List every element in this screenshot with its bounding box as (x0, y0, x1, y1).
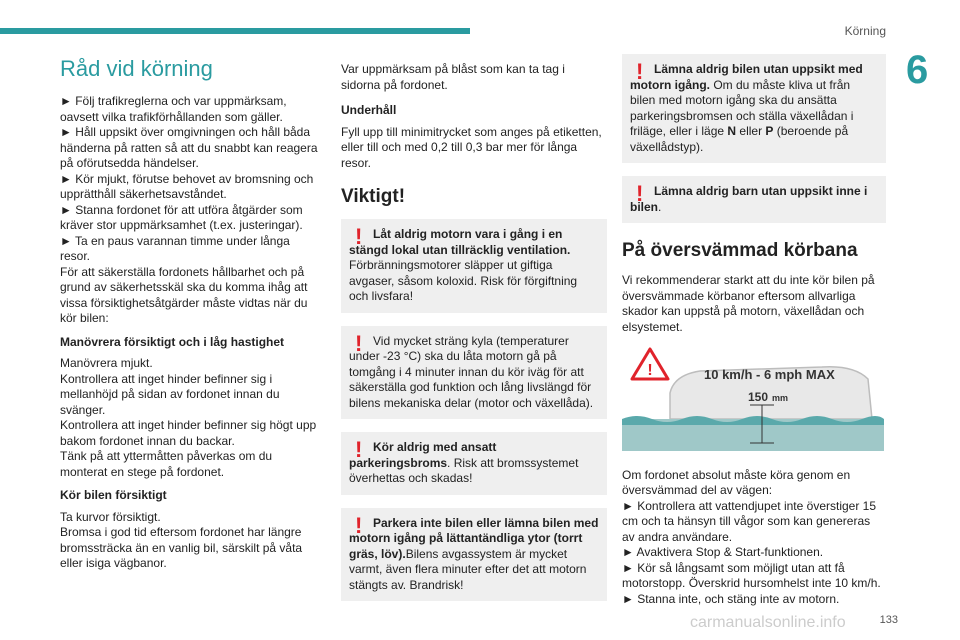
exclamation-mark-icon: ! (355, 224, 363, 249)
warning-bold: Lämna aldrig barn utan uppsikt inne i bilen (630, 184, 868, 214)
maneuver-text: Manövrera mjukt. Kontrollera att inget hinder befinner sig i mellanhöjd på sidan av fordonet innan du svänger. Kontrollera att inget hinder befinner sig högt upp bakom fordonet innan du backar. Tänk på att yttermåtten påverkas om du monterat en stege på fordonet. (60, 356, 317, 479)
warning-bold: Kör aldrig med ansatt parkeringsbroms (349, 440, 497, 470)
column-2 (341, 62, 607, 614)
warning-bold: Parkera inte bilen eller lämna bilen med motorn igång på lättantändliga ytor (torrt gräs, löv). (349, 515, 599, 561)
header-accent-bar (0, 28, 470, 34)
depth-unit: mm (772, 393, 789, 403)
page-number: 133 (879, 614, 898, 626)
warning-text: . Risk att bromssystemet överhettas och skadas! (349, 455, 579, 485)
maintenance-text: Fyll upp till minimitrycket som anges på etiketten, eller till och med 0,2 till 0,3 bar mer för långa resor. (341, 124, 602, 170)
warning-text: Om du måste kliva ut från bilen med motorn igång ska du ansätta parkeringsbromsen och ställa växellådan i friläge, eller i läge (630, 77, 854, 138)
heading-maneuver: Manövrera försiktigt och i låg hastighet (60, 334, 285, 349)
warning-bold: Lämna aldrig bilen utan uppsikt med motorn igång. (630, 62, 863, 92)
column-3 (622, 54, 886, 607)
flood-intro: Vi rekommenderar starkt att du inte kör bilen på översvämmade körbanor eftersom allvarliga skador kan uppstå på motorn, växellådan och elsystemet. (622, 273, 875, 334)
drive-text: Ta kurvor försiktigt. Bromsa i god tid eftersom fordonet har längre bromssträcka än en vanlig bil, särskilt på våta eller isiga vägbanor. (60, 509, 303, 570)
heading-maintenance: Underhåll (341, 103, 397, 117)
wind-text: Var uppmärksam på blåst som kan ta tag i sidorna på fordonet. (341, 62, 565, 92)
depth-value: 150 (748, 390, 769, 404)
warning-box-ventilation (341, 219, 607, 313)
svg-text:!: ! (647, 362, 653, 379)
flooded-road-illustration (622, 343, 884, 451)
exclamation-mark-icon: ! (355, 330, 363, 356)
warning-text: Vid mycket sträng kyla (temperaturer under -23 °C) ska du låta motorn gå på tomgång i 4 minuter innan du kör iväg för att säkerställa god funktion och lång livslängd för bilens mekaniska delar (motor och växellåda). (349, 333, 594, 410)
exclamation-mark-icon: ! (355, 437, 363, 462)
warning-box-flammable (341, 508, 607, 602)
warning-text: eller (736, 124, 766, 138)
watermark: carmanualsonline.info (690, 614, 846, 631)
gear-n: N (727, 124, 737, 138)
warning-text: Förbränningsmotorer släpper ut giftiga avgaser, såsom koloxid. Risk för förgiftning och livsfara! (349, 258, 578, 303)
heading-drive-carefully: Kör bilen försiktigt (60, 488, 167, 502)
column-1 (60, 56, 322, 572)
exclamation-mark-icon: ! (636, 59, 644, 84)
intro-text: ► Följ trafikreglerna och var uppmärksam, oavsett vilka trafikförhållanden som gäller. ► Håll uppsikt över omgivningen och håll båda händerna på ratten så att du snabbt kan reagera på oförutsedda händelser. ► Kör mjukt, förutse behovet av bromsning och upprätthåll säkerhetsavståndet. ► Stanna fordonet för att utföra åtgärder som kräver stor uppmärksamhet (t.ex. justeringar). ► Ta en paus varannan timme under långa resor. För att säkerställa fordonets hållbarhet och på grund av säkerhetsskäl ska du komma ihåg att vissa försiktighetsåtgärder måste vidtas när du kör bilen: (60, 94, 318, 325)
warning-box-unattended (622, 54, 886, 163)
warning-box-parking-brake (341, 432, 607, 495)
warning-box-cold (341, 326, 607, 420)
speed-label: 10 km/h - 6 mph MAX (704, 367, 835, 382)
warning-bold: Låt aldrig motorn vara i gång i en stängd lokal utan tillräcklig ventilation. (349, 227, 571, 257)
section-title: Körning (844, 24, 886, 38)
gear-p: P (765, 124, 774, 138)
warning-text: . (658, 199, 662, 214)
warning-text: Bilens avgassystem är mycket varmt, även flera minuter efter det att motorn stängts av. Brandrisk! (349, 546, 587, 592)
warning-text: (beroende på växellådstyp). (630, 124, 849, 154)
exclamation-mark-icon: ! (636, 181, 644, 206)
exclamation-mark-icon: ! (355, 512, 363, 538)
heading-flooded-road: På översvämmad körbana (622, 240, 858, 261)
flood-instructions: Om fordonet absolut måste köra genom en översvämmad del av vägen: ► Kontrollera att vattendjupet inte överstiger 15 cm och ta hänsyn till vågor som kan genereras av andra användare. ► Avaktivera Stop & Start-funktionen. ► Kör så långsamt som möjligt utan att få motorstopp. Överskrid hursomhelst inte 10 km/h. ► Stanna inte, och stäng inte av motorn. (622, 467, 881, 606)
page-title: Råd vid körning (60, 56, 213, 81)
warning-box-children (622, 176, 886, 223)
chapter-number: 6 (906, 48, 929, 92)
heading-important: Viktigt! (341, 186, 406, 207)
